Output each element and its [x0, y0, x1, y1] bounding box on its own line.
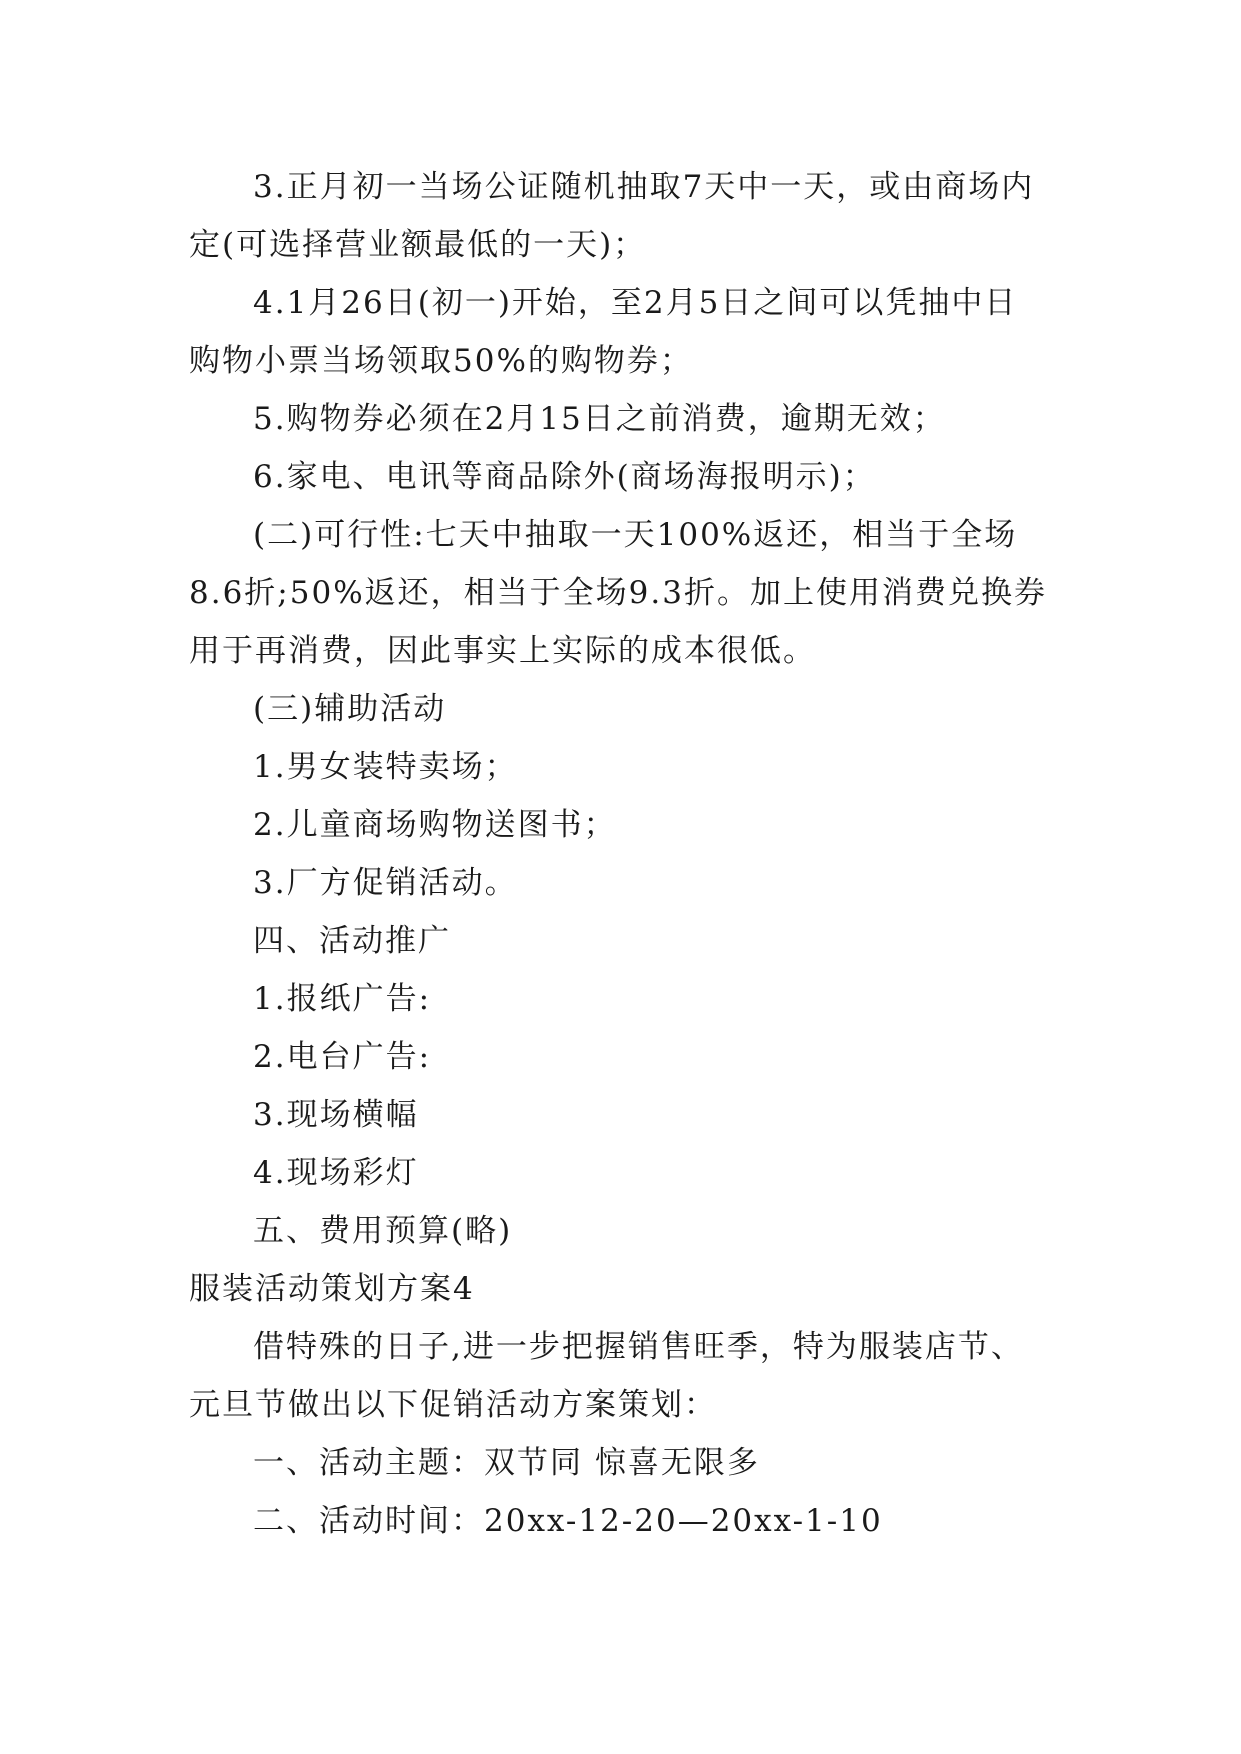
- text-line: 借特殊的日子,进一步把握销售旺季，特为服装店节、: [253, 1329, 1024, 1365]
- text-line: (三)辅助活动: [253, 691, 447, 727]
- text-line: 3.厂方促销活动。: [253, 865, 518, 901]
- text-line: 3.现场横幅: [253, 1097, 419, 1133]
- text-line: 8.6折;50%返还，相当于全场9.3折。加上使用消费兑换券: [189, 575, 1047, 611]
- text-line: 2.儿童商场购物送图书；: [253, 807, 617, 843]
- text-line: 2.电台广告:: [253, 1039, 432, 1075]
- text-line: 五、费用预算(略): [253, 1213, 513, 1249]
- text-line: 一、活动主题：双节同 惊喜无限多: [253, 1445, 760, 1481]
- text-line: 6.家电、电讯等商品除外(商场海报明示)；: [253, 459, 876, 495]
- text-line: 4.现场彩灯: [253, 1155, 419, 1191]
- text-line: 4.1月26日(初一)开始，至2月5日之间可以凭抽中日: [253, 285, 1018, 321]
- text-line: 3.正月初一当场公证随机抽取7天中一天，或由商场内: [253, 169, 1035, 205]
- text-line: 元旦节做出以下促销活动方案策划：: [189, 1387, 717, 1423]
- text-line: 1.男女装特卖场；: [253, 749, 518, 785]
- text-line: 二、活动时间：20xx-12-20—20xx-1-10: [253, 1503, 883, 1539]
- text-line: 1.报纸广告:: [253, 981, 432, 1017]
- text-line: 用于再消费，因此事实上实际的成本很低。: [189, 633, 816, 669]
- text-line: 5.购物券必须在2月15日之前消费，逾期无效；: [253, 401, 946, 437]
- text-line: 服装活动策划方案4: [189, 1271, 475, 1307]
- text-line: 定(可选择营业额最低的一天)；: [189, 227, 647, 263]
- document-body: [189, 158, 1059, 1550]
- text-line: 四、活动推广: [253, 923, 451, 959]
- text-line: (二)可行性:七天中抽取一天100%返还，相当于全场: [253, 517, 1018, 553]
- text-line: 购物小票当场领取50%的购物券；: [189, 343, 693, 379]
